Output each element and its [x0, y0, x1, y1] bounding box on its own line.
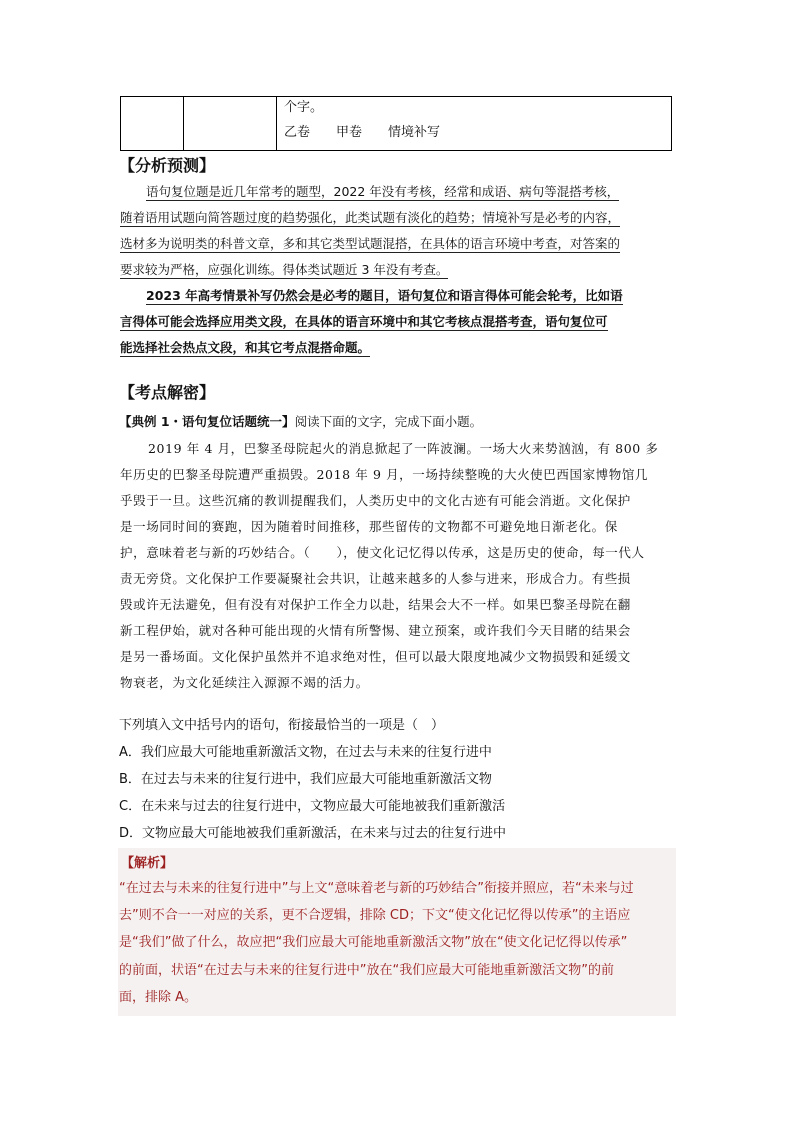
option-a: A．我们应最大可能地重新激活文物，在过去与未来的往复行进中	[119, 745, 492, 760]
section-heading-decode: 【考点解密】	[119, 383, 216, 402]
analysis-paragraph-2-line: 能选择社会热点文段，和其它考点混搭命题。	[120, 340, 371, 355]
explanation-line: 面，排除 A。	[119, 990, 198, 1005]
analysis-paragraph-1-line: 语句复位题是近几年常考的题型，2022 年没有考核，经常和成语、病句等混搭考核，	[146, 184, 620, 199]
explanation-line: 是“我们”做了什么，故应把“我们应最大可能地重新激活文物”放在“使文化记忆得以传承”	[119, 935, 628, 950]
explanation-label: 【解析】	[121, 856, 174, 871]
example-instruction: 阅读下面的文字，完成下面小题。	[294, 414, 483, 429]
table-cell-text: 乙卷 甲卷 情境补写	[284, 125, 441, 140]
example-label: 【典例 1・语句复位话题统一】	[119, 414, 295, 429]
example-header	[119, 412, 482, 430]
option-d: D．文物应最大可能地被我们重新激活，在未来与过去的往复行进中	[119, 826, 507, 841]
option-b: B．在过去与未来的往复行进中，我们应最大可能地重新激活文物	[119, 772, 492, 787]
analysis-paragraph-1-line: 要求较为严格，应强化训练。得体类试题近 3 年没有考查。	[120, 262, 449, 277]
analysis-paragraph-1-line: 随着语用试题向简答题过度的趋势强化，此类试题有淡化的趋势；情境补写是必考的内容，	[120, 210, 621, 225]
analysis-paragraph-2-line: 2023 年高考情景补写仍然会是必考的题目，语句复位和语言得体可能会轮考，比如语	[146, 288, 623, 303]
table-divider	[276, 97, 277, 150]
passage-line: 乎毁于一旦。这些沉痛的教训提醒我们，人类历史中的文化古迹有可能会消逝。文化保护	[120, 493, 631, 508]
passage-line: 护，意味着老与新的巧妙结合。（ ），使文化记忆得以传承，这是历史的使命，每一代人	[120, 545, 645, 560]
explanation-line: “在过去与未来的往复行进中”与上文“意味着老与新的巧妙结合”衔接并照应，若“未来与过	[119, 881, 634, 896]
passage-line: 物衰老，为文化延续注入源源不竭的活力。	[120, 675, 369, 690]
explanation-box	[118, 848, 676, 1016]
explanation-line: 的前面，状语“在过去与未来的往复行进中”放在“我们应最大可能地重新激活文物”的前	[119, 963, 614, 978]
section-heading-analysis: 【分析预测】	[119, 156, 216, 175]
passage-line: 年历史的巴黎圣母院遭严重损毁。2018 年 9 月，一场持续整晚的大火使巴西国家博物馆几	[120, 467, 649, 482]
table-divider	[183, 97, 184, 150]
option-c: C．在未来与过去的往复行进中，文物应最大可能地被我们重新激活	[119, 799, 506, 814]
question-stem: 下列填入文中括号内的语句，衔接最恰当的一项是（ ）	[119, 718, 445, 733]
passage-line: 是另一番场面。文化保护虽然并不追求绝对性，但可以最大限度地减少文物损毁和延缓文	[120, 649, 631, 664]
passage-line: 是一场同时间的赛跑，因为随着时间推移，那些留传的文物都不可避免地日渐老化。保	[120, 519, 618, 534]
analysis-paragraph-2-line: 言得体可能会选择应用类文段，在具体的语言环境中和其它考核点混搭考查，语句复位可	[120, 314, 608, 329]
table-cell-text: 个字。	[284, 100, 324, 115]
passage-line: 新工程伊始，就对各种可能出现的火情有所警惕、建立预案，或许我们今天目睹的结果会	[120, 623, 631, 638]
passage-line: 责无旁贷。文化保护工作要凝聚社会共识，让越来越多的人参与进来，形成合力。有些损	[120, 571, 631, 586]
analysis-paragraph-1-line: 选材多为说明类的科普文章，多和其它类型试题混搭，在具体的语言环境中考查，对答案的	[120, 236, 621, 251]
passage-line: 2019 年 4 月，巴黎圣母院起火的消息掀起了一阵波澜。一场大火来势汹汹，有 800 多	[148, 441, 659, 456]
explanation-line: 去”则不合一一对应的关系，更不合逻辑，排除 CD；下文“使文化记忆得以传承”的主语应	[119, 908, 631, 923]
passage-line: 毁或许无法避免，但有没有对保护工作全力以赴，结果会大不一样。如果巴黎圣母院在翻	[120, 597, 631, 612]
